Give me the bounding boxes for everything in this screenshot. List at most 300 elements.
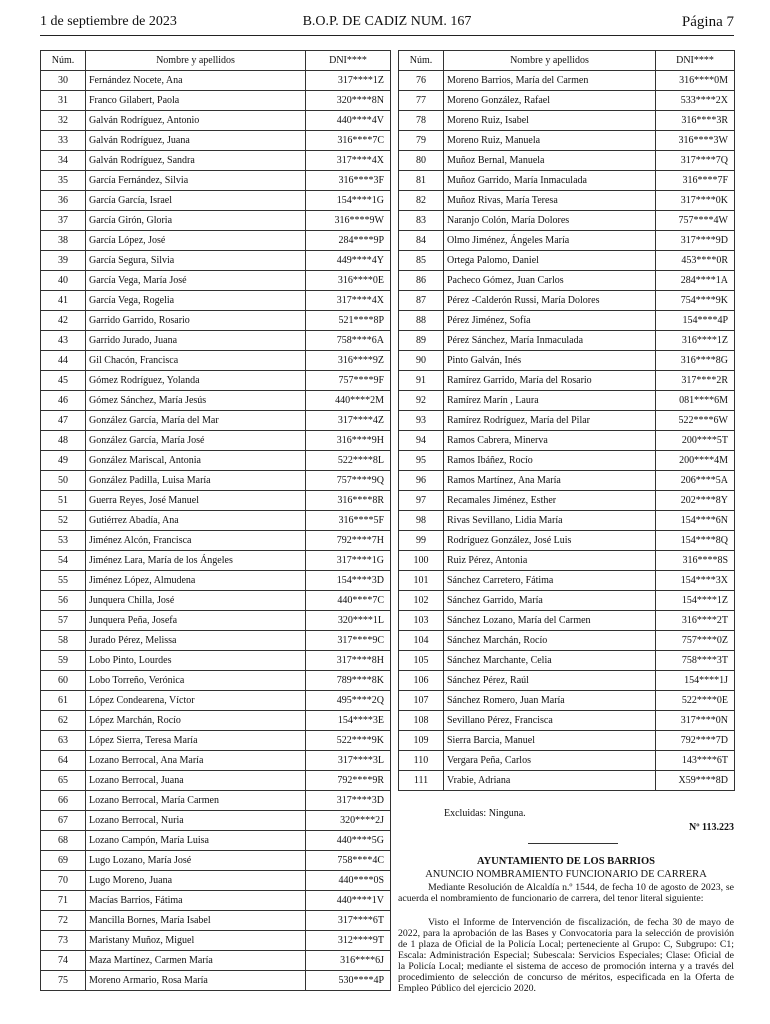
section-separator (528, 843, 618, 844)
col-header-dni: DNI**** (306, 51, 391, 71)
row-number: 79 (399, 131, 444, 151)
person-name: Guerra Reyes, José Manuel (86, 491, 306, 511)
dni-value: 317****9D (656, 231, 735, 251)
row-number: 74 (41, 951, 86, 971)
dni-value: 453****0R (656, 251, 735, 271)
person-name: Moreno Armario, Rosa María (86, 971, 306, 991)
row-number: 59 (41, 651, 86, 671)
dni-value: 320****2J (306, 811, 391, 831)
person-name: Jiménez Alcón, Francisca (86, 531, 306, 551)
table-row (41, 871, 391, 891)
table-row (41, 591, 391, 611)
person-name: Jiménez Lara, María de los Ángeles (86, 551, 306, 571)
table-row (41, 271, 391, 291)
person-name: García Segura, Silvia (86, 251, 306, 271)
table-row (399, 391, 735, 411)
person-name: Olmo Jiménez, Ángeles María (444, 231, 656, 251)
dni-value: 317****4Z (306, 411, 391, 431)
table-row (41, 231, 391, 251)
dni-value: 316****3W (656, 131, 735, 151)
table-header-row (41, 51, 391, 71)
row-number: 35 (41, 171, 86, 191)
row-number: 73 (41, 931, 86, 951)
dni-value: 316****8G (656, 351, 735, 371)
dni-value: 154****3D (306, 571, 391, 591)
dni-value: 312****9T (306, 931, 391, 951)
table-row (41, 151, 391, 171)
person-name: García Fernández, Silvia (86, 171, 306, 191)
table-row (399, 751, 735, 771)
dni-value: 316****3F (306, 171, 391, 191)
person-name: Ramírez Marín , Laura (444, 391, 656, 411)
row-number: 94 (399, 431, 444, 451)
person-name: Naranjo Colón, María Dolores (444, 211, 656, 231)
row-number: 52 (41, 511, 86, 531)
person-name: Rodríguez González, José Luis (444, 531, 656, 551)
table-row (399, 711, 735, 731)
table-row (41, 751, 391, 771)
table-row (399, 511, 735, 531)
dni-value: 757****9F (306, 371, 391, 391)
dni-value: 440****4V (306, 111, 391, 131)
person-name: Macías Barrios, Fátima (86, 891, 306, 911)
dni-value: 758****6A (306, 331, 391, 351)
dni-value: 316****6J (306, 951, 391, 971)
table-row (41, 631, 391, 651)
row-number: 40 (41, 271, 86, 291)
person-name: Pérez Sánchez, María Inmaculada (444, 331, 656, 351)
table-row (41, 931, 391, 951)
row-number: 109 (399, 731, 444, 751)
row-number: 63 (41, 731, 86, 751)
table-row (399, 151, 735, 171)
dni-value: 081****6M (656, 391, 735, 411)
person-name: Garrido Garrido, Rosario (86, 311, 306, 331)
table-row (399, 551, 735, 571)
row-number: 88 (399, 311, 444, 331)
row-number: 56 (41, 591, 86, 611)
dni-value: 317****3D (306, 791, 391, 811)
table-row (399, 291, 735, 311)
dni-value: 317****3L (306, 751, 391, 771)
table-row (399, 111, 735, 131)
table-row (41, 551, 391, 571)
person-name: Moreno González, Rafael (444, 91, 656, 111)
person-name: González García, María José (86, 431, 306, 451)
table-row (41, 491, 391, 511)
person-name: Junquera Chilla, José (86, 591, 306, 611)
row-number: 38 (41, 231, 86, 251)
row-number: 107 (399, 691, 444, 711)
table-row (399, 451, 735, 471)
dni-value: 522****0E (656, 691, 735, 711)
row-number: 103 (399, 611, 444, 631)
dni-value: 792****7D (656, 731, 735, 751)
header-divider (40, 35, 734, 36)
table-row (41, 311, 391, 331)
reference-number: Nº 113.223 (689, 822, 734, 833)
dni-value: 522****6W (656, 411, 735, 431)
dni-value: 206****5A (656, 471, 735, 491)
dni-value: 317****8H (306, 651, 391, 671)
person-name: Ramos Ibáñez, Rocío (444, 451, 656, 471)
dni-value: 757****4W (656, 211, 735, 231)
person-name: Sánchez Pérez, Raúl (444, 671, 656, 691)
col-header-num: Núm. (41, 51, 86, 71)
announcement-title: ANUNCIO NOMBRAMIENTO FUNCIONARIO DE CARRERA (425, 869, 707, 880)
dni-value: 154****1J (656, 671, 735, 691)
person-name: Maza Martínez, Carmen María (86, 951, 306, 971)
person-name: González García, María del Mar (86, 411, 306, 431)
row-number: 77 (399, 91, 444, 111)
row-number: 105 (399, 651, 444, 671)
person-name: Lozano Berrocal, María Carmen (86, 791, 306, 811)
dni-value: 154****4P (656, 311, 735, 331)
announcement-paragraph-2: Visto el Informe de Intervención de fiscalización, de fecha 30 de mayo de 2022, para la aprobación de las Bases y Convocatoria para la selección de provisión de 1 plaza de Oficial de la Policía Local; perteneciente al Grupo: C, Subgrupo: C1; Escala: Administración Especial; Subescala: Servicios Especiales; Clase: Oficial de la Policía Local; mediante el sistema de acceso de promoción interna y a través del procedimiento de selección de concurso de méritos, especificada en la Oferta de Empleo Público del ejercicio 2020. (398, 917, 734, 994)
table-row (41, 891, 391, 911)
row-number: 91 (399, 371, 444, 391)
table-row (399, 231, 735, 251)
row-number: 71 (41, 891, 86, 911)
col-header-num: Núm. (399, 51, 444, 71)
table-row (41, 71, 391, 91)
dni-value: 522****9K (306, 731, 391, 751)
dni-value: 317****1Z (306, 71, 391, 91)
person-name: González Mariscal, Antonia (86, 451, 306, 471)
table-row (41, 851, 391, 871)
row-number: 85 (399, 251, 444, 271)
table-row (399, 311, 735, 331)
person-name: Lobo Pinto, Lourdes (86, 651, 306, 671)
page-header (40, 14, 734, 34)
dni-value: 757****0Z (656, 631, 735, 651)
table-row (399, 651, 735, 671)
row-number: 39 (41, 251, 86, 271)
dni-value: 154****6N (656, 511, 735, 531)
person-name: Lozano Berrocal, Ana María (86, 751, 306, 771)
table-row (41, 971, 391, 991)
person-name: López Condearena, Víctor (86, 691, 306, 711)
table-row (41, 531, 391, 551)
dni-value: 316****9H (306, 431, 391, 451)
table-row (41, 691, 391, 711)
table-row (399, 91, 735, 111)
row-number: 65 (41, 771, 86, 791)
dni-value: 316****3R (656, 111, 735, 131)
row-number: 47 (41, 411, 86, 431)
table-row (399, 771, 735, 791)
table-row (41, 211, 391, 231)
table-row (399, 171, 735, 191)
table-row (41, 471, 391, 491)
person-name: Maristany Muñoz, Miguel (86, 931, 306, 951)
person-name: Jiménez López, Almudena (86, 571, 306, 591)
row-number: 44 (41, 351, 86, 371)
row-number: 32 (41, 111, 86, 131)
dni-value: 284****1A (656, 271, 735, 291)
person-name: García García, Israel (86, 191, 306, 211)
person-name: Gutiérrez Abadía, Ana (86, 511, 306, 531)
dni-value: 522****8L (306, 451, 391, 471)
person-name: Lozano Berrocal, Nuria (86, 811, 306, 831)
table-row (41, 251, 391, 271)
dni-value: 317****7Q (656, 151, 735, 171)
person-name: Pérez -Calderón Russi, María Dolores (444, 291, 656, 311)
table-row (399, 611, 735, 631)
row-number: 48 (41, 431, 86, 451)
dni-value: 792****9R (306, 771, 391, 791)
table-row (41, 571, 391, 591)
table-row (41, 191, 391, 211)
person-name: Sánchez Marchán, Rocío (444, 631, 656, 651)
row-number: 30 (41, 71, 86, 91)
announcement-paragraph-1: Mediante Resolución de Alcaldía n.º 1544, de fecha 10 de agosto de 2023, se acuerda el nombramiento de funcionario de carrera, del tenor literal siguiente: (398, 882, 734, 904)
dni-value: 154****1G (306, 191, 391, 211)
row-number: 106 (399, 671, 444, 691)
row-number: 92 (399, 391, 444, 411)
table-row (41, 371, 391, 391)
row-number: 86 (399, 271, 444, 291)
table-row (41, 951, 391, 971)
dni-value: 757****9Q (306, 471, 391, 491)
person-name: Sánchez Carretero, Fátima (444, 571, 656, 591)
dni-value: 317****0K (656, 191, 735, 211)
dni-value: 317****4X (306, 151, 391, 171)
table-row (399, 131, 735, 151)
table-row (399, 431, 735, 451)
person-name: Vergara Peña, Carlos (444, 751, 656, 771)
person-name: Muñoz Bernal, Manuela (444, 151, 656, 171)
row-number: 43 (41, 331, 86, 351)
person-name: Jurado Pérez, Melissa (86, 631, 306, 651)
table-row (399, 671, 735, 691)
row-number: 110 (399, 751, 444, 771)
row-number: 62 (41, 711, 86, 731)
dni-value: 440****0S (306, 871, 391, 891)
row-number: 98 (399, 511, 444, 531)
row-number: 49 (41, 451, 86, 471)
row-number: 72 (41, 911, 86, 931)
dni-value: 495****2Q (306, 691, 391, 711)
person-name: García Vega, María José (86, 271, 306, 291)
person-name: Galván Rodríguez, Antonio (86, 111, 306, 131)
row-number: 50 (41, 471, 86, 491)
table-row (41, 711, 391, 731)
table-row (41, 91, 391, 111)
candidates-table-right (398, 50, 735, 791)
table-row (41, 291, 391, 311)
dni-value: 284****9P (306, 231, 391, 251)
row-number: 54 (41, 551, 86, 571)
person-name: Lugo Lozano, María José (86, 851, 306, 871)
table-row (41, 171, 391, 191)
table-row (41, 731, 391, 751)
person-name: Lozano Berrocal, Juana (86, 771, 306, 791)
person-name: Sánchez Marchante, Celia (444, 651, 656, 671)
issue-date: 1 de septiembre de 2023 (40, 14, 177, 29)
candidates-table-left (40, 50, 391, 991)
row-number: 87 (399, 291, 444, 311)
row-number: 34 (41, 151, 86, 171)
row-number: 69 (41, 851, 86, 871)
table-row (399, 371, 735, 391)
table-row (399, 71, 735, 91)
dni-value: 316****2T (656, 611, 735, 631)
dni-value: 143****6T (656, 751, 735, 771)
person-name: Muñoz Garrido, María Inmaculada (444, 171, 656, 191)
person-name: Gómez Sánchez, María Jesús (86, 391, 306, 411)
dni-value: 316****8S (656, 551, 735, 571)
person-name: Sierra Barcia, Manuel (444, 731, 656, 751)
person-name: Sánchez Garrido, María (444, 591, 656, 611)
dni-value: 440****7C (306, 591, 391, 611)
dni-value: 154****1Z (656, 591, 735, 611)
row-number: 99 (399, 531, 444, 551)
person-name: Ortega Palomo, Daniel (444, 251, 656, 271)
col-header-name: Nombre y apellidos (444, 51, 656, 71)
table-row (41, 331, 391, 351)
person-name: Gil Chacón, Francisca (86, 351, 306, 371)
row-number: 55 (41, 571, 86, 591)
person-name: Muñoz Rivas, María Teresa (444, 191, 656, 211)
table-row (399, 251, 735, 271)
person-name: Gómez Rodríguez, Yolanda (86, 371, 306, 391)
row-number: 60 (41, 671, 86, 691)
table-row (41, 791, 391, 811)
dni-value: 530****4P (306, 971, 391, 991)
row-number: 70 (41, 871, 86, 891)
row-number: 108 (399, 711, 444, 731)
person-name: Ramos Martínez, Ana María (444, 471, 656, 491)
dni-value: 316****1Z (656, 331, 735, 351)
person-name: García López, José (86, 231, 306, 251)
person-name: García Vega, Rogelia (86, 291, 306, 311)
person-name: Pacheco Gómez, Juan Carlos (444, 271, 656, 291)
row-number: 53 (41, 531, 86, 551)
person-name: Moreno Ruiz, Manuela (444, 131, 656, 151)
person-name: González Padilla, Luisa María (86, 471, 306, 491)
page-number: Página 7 (681, 14, 734, 30)
dni-value: 754****9K (656, 291, 735, 311)
table-row (41, 411, 391, 431)
row-number: 111 (399, 771, 444, 791)
table-row (41, 431, 391, 451)
row-number: 101 (399, 571, 444, 591)
dni-value: 792****7H (306, 531, 391, 551)
person-name: Sánchez Romero, Juan María (444, 691, 656, 711)
person-name: Sánchez Lozano, María del Carmen (444, 611, 656, 631)
row-number: 104 (399, 631, 444, 651)
person-name: Franco Gilabert, Paola (86, 91, 306, 111)
dni-value: 758****4C (306, 851, 391, 871)
row-number: 51 (41, 491, 86, 511)
dni-value: 533****2X (656, 91, 735, 111)
table-row (41, 671, 391, 691)
table-row (399, 491, 735, 511)
person-name: Pinto Galván, Inés (444, 351, 656, 371)
row-number: 75 (41, 971, 86, 991)
dni-value: 316****0E (306, 271, 391, 291)
person-name: Moreno Barrios, María del Carmen (444, 71, 656, 91)
table-row (399, 351, 735, 371)
row-number: 45 (41, 371, 86, 391)
table-row (399, 691, 735, 711)
person-name: Sevillano Pérez, Francisca (444, 711, 656, 731)
person-name: Mancilla Bornes, María Isabel (86, 911, 306, 931)
row-number: 102 (399, 591, 444, 611)
dni-value: 316****7F (656, 171, 735, 191)
row-number: 68 (41, 831, 86, 851)
row-number: 36 (41, 191, 86, 211)
person-name: Ramos Cabrera, Minerva (444, 431, 656, 451)
dni-value: 440****1V (306, 891, 391, 911)
person-name: Pérez Jiménez, Sofía (444, 311, 656, 331)
table-row (41, 611, 391, 631)
row-number: 82 (399, 191, 444, 211)
dni-value: 440****2M (306, 391, 391, 411)
table-row (399, 211, 735, 231)
person-name: Recamales Jiménez, Esther (444, 491, 656, 511)
row-number: 89 (399, 331, 444, 351)
row-number: 96 (399, 471, 444, 491)
dni-value: 789****8K (306, 671, 391, 691)
dni-value: 316****9W (306, 211, 391, 231)
row-number: 97 (399, 491, 444, 511)
dni-value: 449****4Y (306, 251, 391, 271)
table-row (399, 531, 735, 551)
person-name: Vrabie, Adriana (444, 771, 656, 791)
person-name: Ruiz Pérez, Antonia (444, 551, 656, 571)
publication-name: B.O.P. DE CADIZ NUM. 167 (302, 14, 472, 29)
table-row (41, 111, 391, 131)
table-row (399, 191, 735, 211)
table-row (399, 631, 735, 651)
row-number: 100 (399, 551, 444, 571)
dni-value: 200****5T (656, 431, 735, 451)
person-name: Lozano Campón, María Luisa (86, 831, 306, 851)
person-name: Lobo Torreño, Verónica (86, 671, 306, 691)
dni-value: 154****8Q (656, 531, 735, 551)
organization-title: AYUNTAMIENTO DE LOS BARRIOS (476, 856, 656, 867)
person-name: Fernández Nocete, Ana (86, 71, 306, 91)
row-number: 33 (41, 131, 86, 151)
dni-value: 316****0M (656, 71, 735, 91)
dni-value: 316****9Z (306, 351, 391, 371)
col-header-dni: DNI**** (656, 51, 735, 71)
row-number: 64 (41, 751, 86, 771)
dni-value: 316****5F (306, 511, 391, 531)
row-number: 84 (399, 231, 444, 251)
person-name: López Marchán, Rocío (86, 711, 306, 731)
dni-value: 154****3E (306, 711, 391, 731)
person-name: Galván Rodríguez, Juana (86, 131, 306, 151)
dni-value: 317****6T (306, 911, 391, 931)
row-number: 42 (41, 311, 86, 331)
row-number: 76 (399, 71, 444, 91)
row-number: 90 (399, 351, 444, 371)
excluded-note: Excluidas: Ninguna. (444, 808, 526, 819)
table-row (399, 731, 735, 751)
row-number: 61 (41, 691, 86, 711)
table-row (399, 411, 735, 431)
person-name: Rivas Sevillano, Lidia María (444, 511, 656, 531)
person-name: Garrido Jurado, Juana (86, 331, 306, 351)
dni-value: 758****3T (656, 651, 735, 671)
dni-value: 317****2R (656, 371, 735, 391)
row-number: 46 (41, 391, 86, 411)
dni-value: 202****8Y (656, 491, 735, 511)
dni-value: 320****8N (306, 91, 391, 111)
